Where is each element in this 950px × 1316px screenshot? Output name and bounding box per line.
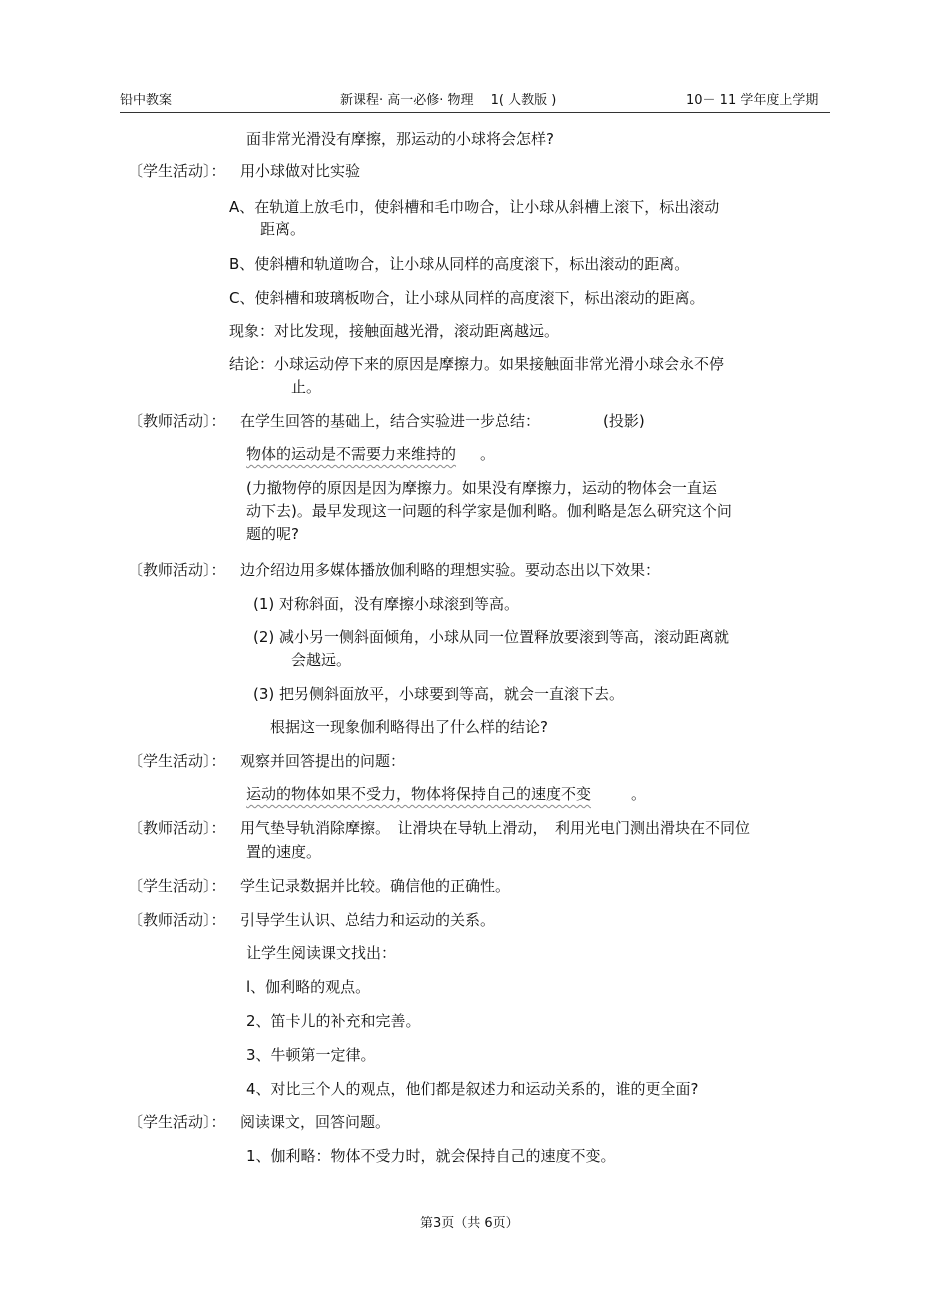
- text-end: 。: [480, 445, 496, 463]
- text-line: 会越远。: [291, 651, 352, 669]
- text-line: 引导学生认识、总结力和运动的关系。: [240, 911, 496, 929]
- text-line: 边介绍边用多媒体播放伽利略的理想实验。要动态出以下效果：: [240, 561, 661, 579]
- text-line: (2) 减小另一侧斜面倾角，小球从同一位置释放要滚到等高，滚动距离就: [253, 628, 730, 646]
- header-rule: [120, 112, 830, 113]
- text-line: 观察并回答提出的问题：: [240, 752, 406, 770]
- text-line: 根据这一现象伽利略得出了什么样的结论?: [270, 718, 548, 736]
- text-line: 现象：对比发现，接触面越光滑，滚动距离越远。: [229, 322, 560, 340]
- list-item: 2、笛卡儿的补充和完善。: [246, 1012, 421, 1030]
- underlined-text: 物体的运动是不需要力来维持的: [246, 445, 457, 463]
- teacher-activity-label: 〔教师活动〕：: [128, 412, 226, 430]
- text-line: (力撤物停的原因是因为摩擦力。如果没有摩擦力，运动的物体会一直运: [246, 479, 717, 497]
- text-line: C、使斜槽和玻璃板吻合，让小球从同样的高度滚下，标出滚动的距离。: [229, 289, 705, 307]
- list-item: l、伽利略的观点。: [246, 978, 371, 996]
- teacher-activity-label: 〔教师活动〕：: [128, 561, 226, 579]
- student-activity-label: 〔学生活动〕：: [128, 877, 226, 895]
- list-item: 1、伽利略：物体不受力时，就会保持自己的速度不变。: [246, 1147, 616, 1165]
- text-line: 题的呢?: [246, 525, 299, 543]
- text-line: 用小球做对比实验: [240, 162, 361, 180]
- text-line: 结论：小球运动停下来的原因是摩擦力。如果接触面非常光滑小球会永不停: [229, 355, 725, 373]
- student-activity-label: 〔学生活动〕：: [128, 752, 226, 770]
- header-left: 铅中教案: [120, 93, 173, 108]
- key-conclusion: [246, 783, 646, 804]
- text-line: A、在轨道上放毛巾，使斜槽和毛巾吻合，让小球从斜槽上滚下，标出滚动: [229, 198, 720, 216]
- text-line: 阅读课文，回答问题。: [240, 1113, 391, 1131]
- text-end: 。: [631, 785, 647, 803]
- key-conclusion: [246, 443, 495, 464]
- text-line: 面非常光滑没有摩擦，那运动的小球将会怎样?: [246, 130, 554, 148]
- text-line: B、使斜槽和轨道吻合，让小球从同样的高度滚下，标出滚动的距离。: [229, 255, 690, 273]
- text-line: 用气垫导轨消除摩擦。 让滑块在导轨上滑动， 利用光电门测出滑块在不同位: [240, 819, 751, 837]
- text-line: (3) 把另侧斜面放平，小球要到等高，就会一直滚下去。: [253, 685, 625, 703]
- teacher-activity-label: 〔教师活动〕：: [128, 819, 226, 837]
- text-line: 学生记录数据并比较。确信他的正确性。: [240, 877, 511, 895]
- header-right: 10－ 11 学年度上学期: [686, 93, 819, 108]
- teacher-activity-label: 〔教师活动〕：: [128, 911, 226, 929]
- page-number: 第3页（共 6页）: [420, 1216, 519, 1231]
- text-line: 置的速度。: [246, 843, 322, 861]
- text-line: 让学生阅读课文找出：: [246, 944, 397, 962]
- text-line: 动下去)。最早发现这一问题的科学家是伽利略。伽利略是怎么研究这个问: [246, 502, 732, 520]
- student-activity-label: 〔学生活动〕：: [128, 162, 226, 180]
- list-item: 3、牛顿第一定律。: [246, 1046, 376, 1064]
- text-line: (1) 对称斜面，没有摩擦小球滚到等高。: [253, 595, 520, 613]
- text-line: 在学生回答的基础上，结合实验进一步总结：: [240, 412, 541, 430]
- text-line: (投影): [603, 412, 645, 430]
- underlined-text: 运动的物体如果不受力，物体将保持自己的速度不变: [246, 785, 592, 803]
- text-line: 止。: [291, 378, 322, 396]
- header-center: 新课程· 高一必修· 物理 1( 人教版 ): [340, 93, 557, 108]
- text-line: 距离。: [260, 220, 306, 238]
- list-item: 4、对比三个人的观点，他们都是叙述力和运动关系的，谁的更全面?: [246, 1080, 699, 1098]
- student-activity-label: 〔学生活动〕：: [128, 1113, 226, 1131]
